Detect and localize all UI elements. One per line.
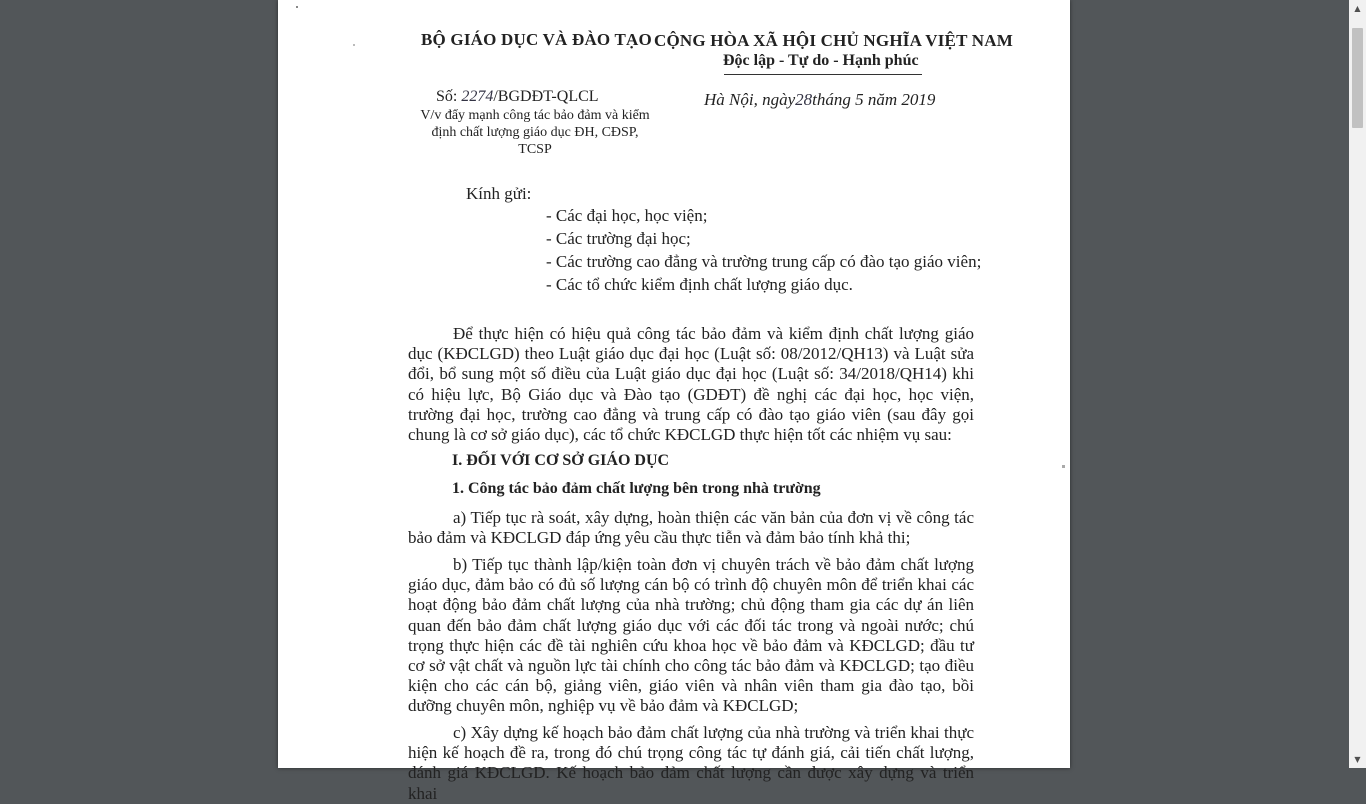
document-subject: V/v đẩy mạnh công tác bảo đảm và kiểm định chất lượng giáo dục ĐH, CĐSP, TCSP (420, 108, 650, 157)
ref-prefix: Số: (436, 88, 458, 105)
country-name: CỘNG HÒA XÃ HỘI CHỦ NGHĨA VIỆT NAM (654, 31, 1013, 50)
recipient-list (546, 204, 981, 296)
paragraph-b: b) Tiếp tục thành lập/kiện toàn đơn vị chuyên trách về bảo đảm chất lượng giáo dục, đảm bảo có đủ số lượng cán bộ có trình độ chuyên môn để triển khai các hoạt động bảo đảm chất lượng của nhà trường; chủ động tham gia các dự án liên quan đến bảo đảm chất lượng giáo dục với các đối tác trong và ngoài nước; chú trọng thực hiện các đề tài nghiên cứu khoa học về bảo đảm và KĐCLGD; đầu tư cơ sở vật chất và nguồn lực tài chính cho công tác bảo đảm và KĐCLGD; tạo điều kiện cho các cán bộ, giảng viên, giáo viên và nhân viên tham gia đào tạo, bồi dưỡng chuyên môn, nghiệp vụ về bảo đảm và KĐCLGD; (408, 555, 974, 716)
paragraph-c: c) Xây dựng kế hoạch bảo đảm chất lượng của nhà trường và triển khai thực hiện kế hoạch đề ra, trong đó chú trọng công tác tự đánh giá, cải tiến chất lượng, đánh giá KĐCLGD. Kế hoạch bảo đảm chất lượng cần được xây dựng và triển khai (408, 723, 974, 803)
section-heading: I. ĐỐI VỚI CƠ SỞ GIÁO DỤC (452, 452, 670, 469)
scroll-thumb[interactable] (1352, 28, 1363, 128)
document-reference (436, 88, 599, 106)
ref-number: 2274 (461, 88, 494, 105)
greeting: Kính gửi: (466, 184, 532, 203)
motto-underline (724, 74, 922, 75)
scan-speck (353, 44, 355, 46)
subsection-heading: 1. Công tác bảo đảm chất lượng bên trong nhà trường (452, 480, 821, 497)
scroll-down-icon[interactable]: ▼ (1349, 751, 1366, 768)
document-page (278, 0, 1070, 803)
ref-suffix: /BGDĐT-QLCL (493, 88, 599, 105)
document-date (704, 90, 935, 110)
date-prefix: Hà Nội, ngày (704, 90, 796, 109)
national-motto: Độc lập - Tự do - Hạnh phúc (723, 52, 919, 69)
date-day: 28 (795, 90, 813, 109)
date-suffix: tháng 5 năm 2019 (812, 90, 936, 109)
recipient-item: - Các đại học, học viện; (546, 206, 708, 225)
intro-paragraph: Để thực hiện có hiệu quả công tác bảo đảm và kiểm định chất lượng giáo dục (KĐCLGD) theo Luật giáo dục đại học (Luật số: 08/2012/QH13) và Luật sửa đổi, bổ sung một số điều của Luật giáo dục đại học (Luật số: 34/2018/QH14) khi có hiệu lực, Bộ Giáo dục và Đào tạo (GDĐT) đề nghị các đại học, học viện, trường đại học, trường cao đẳng và trung cấp có đào tạo giáo viên (sau đây gọi chung là cơ sở giáo dục), các tổ chức KĐCLGD thực hiện tốt các nhiệm vụ sau: (408, 324, 974, 445)
recipient-item: - Các trường đại học; (546, 229, 691, 248)
ministry-name: BỘ GIÁO DỤC VÀ ĐÀO TẠO (421, 30, 652, 49)
recipient-item: - Các trường cao đẳng và trường trung cấp có đào tạo giáo viên; (546, 252, 982, 271)
paragraph-a: a) Tiếp tục rà soát, xây dựng, hoàn thiện các văn bản của đơn vị về công tác bảo đảm và KĐCLGD đáp ứng yêu cầu thực tiễn và đảm bảo tính khả thi; (408, 508, 974, 548)
scan-speck (1062, 465, 1065, 468)
scan-speck (296, 6, 298, 8)
scroll-up-icon[interactable]: ▲ (1349, 0, 1366, 17)
recipient-item: - Các tổ chức kiểm định chất lượng giáo dục. (546, 275, 853, 294)
vertical-scrollbar[interactable] (1349, 0, 1366, 768)
